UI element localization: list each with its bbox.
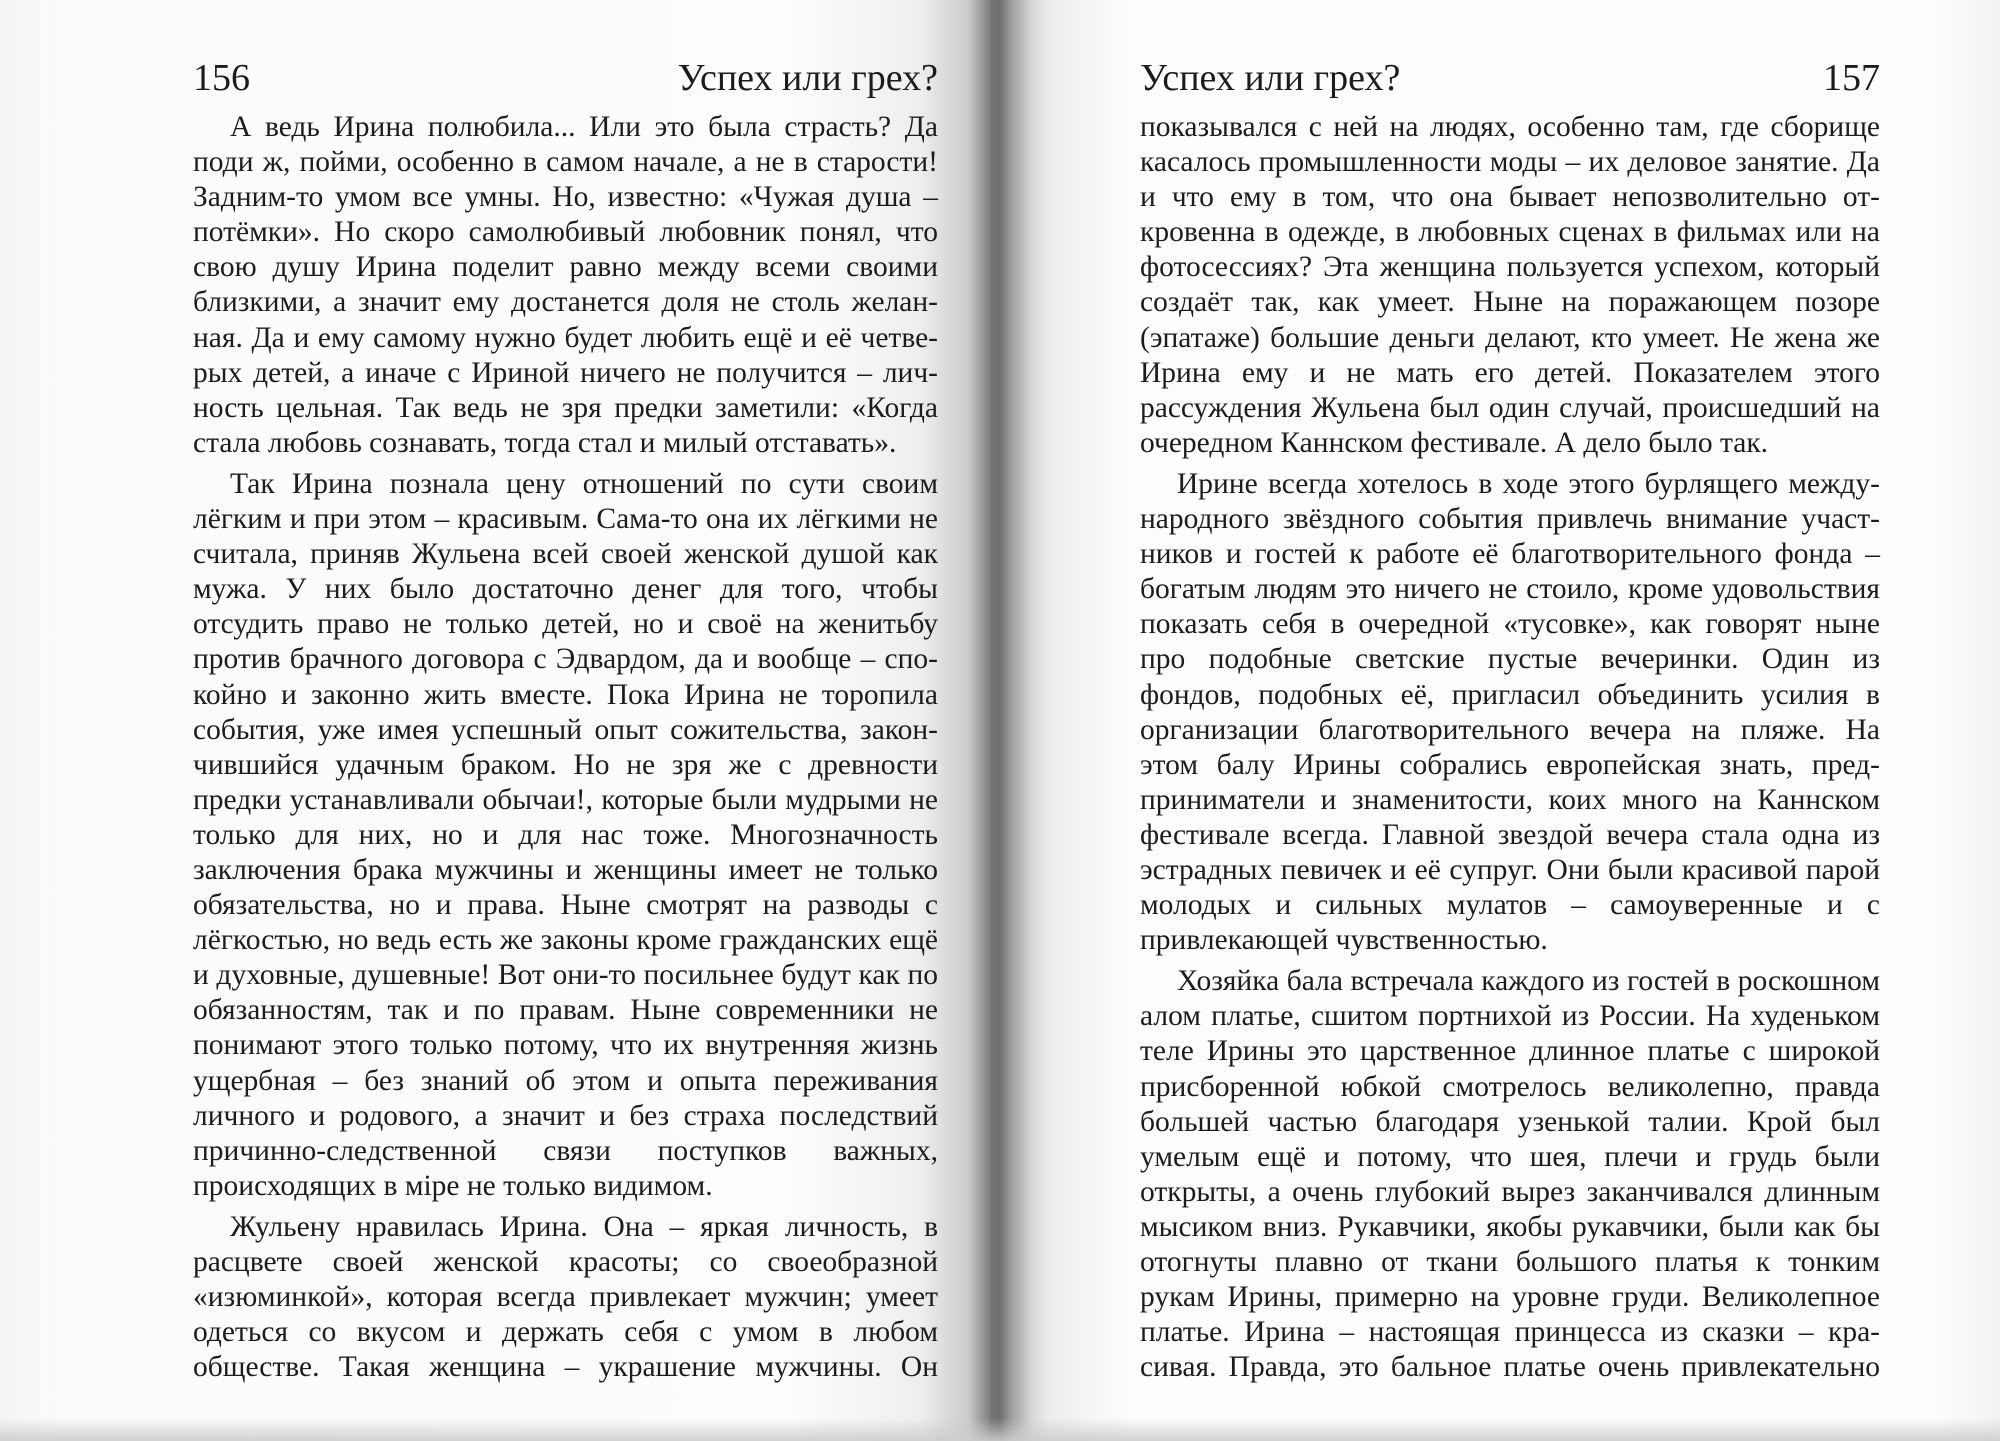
paragraph: Жульену нравилась Ирина. Она – яркая личность, в расцвете своей женской красоты; со своеобразной «изюминкой», которая всегда привлекает мужчин; умеет одеться со вкусом и держать себя с умом в любом обществе. Такая женщина – украшение мужчины. Он	[193, 1210, 938, 1384]
paragraph: Хозяйка бала встречала каждого из гостей в роскошном алом платье, сшитом портнихой из России. На худеньком теле Ирины это царственное длинное платье с широкой присборенной юбкой смотрелось великолепно, правда большей частью благодаря узенькой талии. Крой был умелым ещё и потому, что шея, плечи и грудь были открыты, а очень глубокий вырез заканчивался длинным мысиком вниз. Рукавчики, якобы рукавчики, были как бы отогнуты плавно от ткани большого платья к тонким рукам Ирины, примерно на уровне груди. Великолепное платье. Ирина – настоящая принцесса из сказки – красивая. Правда, это бальное платье очень привлекательно	[1140, 965, 1880, 1384]
right-page	[990, 0, 2000, 1441]
left-page-number: 156	[193, 57, 250, 99]
right-running-title: Успех или грех?	[1140, 57, 1401, 99]
right-page-body	[1140, 110, 1880, 1391]
left-page	[0, 0, 990, 1441]
paragraph: А ведь Ирина полюбила... Или это была страсть? Да поди ж, пойми, особенно в самом начале, а не в старости! Задним-то умом все умны. Но, известно: «Чужая душа – потёмки». Но скоро самолюбивый любовник понял, что свою душу Ирина поделит равно между всеми своими близкими, а значит ему достанется доля не столь желанная. Да и ему самому нужно будет любить ещё и её четверых детей, а иначе с Ириной ничего не получится – личность цельная. Так ведь не зря предки заметили: «Когда стала любовь сознавать, тогда стал и милый отставать».	[193, 111, 938, 459]
right-page-number: 157	[1823, 57, 1880, 99]
paragraph: Ирине всегда хотелось в ходе этого бурлящего международного звёздного события привлечь внимание участников и гостей к работе её благотворительного фонда – богатым людям это ничего не стоило, кроме удовольствия показать себя в очередной «тусовке», как говорят ныне про подобные светские пустые вечеринки. Один из фондов, подобных её, пригласил объединить усилия в организации благотворительного вечера на пляже. На этом балу Ирины собрались европейская знать, предприниматели и знаменитости, коих много на Каннском фестивале всегда. Главной звездой вечера стала одна из эстрадных певичек и её супруг. Они были красивой парой молодых и сильных мулатов – самоуверенные и с привлекающей чувственностью.	[1140, 467, 1880, 957]
right-page-header	[1140, 52, 1880, 104]
left-page-body	[193, 110, 938, 1391]
left-page-header	[193, 52, 938, 104]
paragraph: Так Ирина познала цену отношений по сути своим лёгким и при этом – красивым. Сама-то она их лёгкими не считала, приняв Жульена всей своей женской душой как мужа. У них было достаточно денег для того, чтобы отсудить право не только детей, но и своё на женитьбу против брачного договора с Эдвардом, да и вообще – спокойно и законно жить вместе. Пока Ирина не торопила события, уже имея успешный опыт сожительства, закончившийся удачным браком. Но не зря же с древности предки устанавливали обычаи!, которые были мудрыми не только для них, но и для нас тоже. Многозначность заключения брака мужчины и женщины имеет не только обязательства, но и права. Ныне смотрят на разводы с лёгкостью, но ведь есть же законы кроме гражданских ещё и духовные, душевные! Вот они-то посильнее будут как по обязанностям, так и по правам. Ныне современники не понимают этого только потому, что их внутренняя жизнь ущербная – без знаний об этом и опыта переживания личного и родового, а значит и без страха последствий причинно-следственной связи поступков важных, происходящих в міре не только видимом.	[193, 467, 938, 1202]
left-running-title: Успех или грех?	[677, 57, 938, 99]
paragraph: показывался с ней на людях, особенно там, где сборище касалось промышленности моды – их деловое занятие. Да и что ему в том, что она бывает непозволительно откровенна в одежде, в любовных сценах в фильмах или на фотосессиях? Эта женщина пользуется успехом, который создаёт так, как умеет. Ныне на поражающем позоре (эпатаже) большие деньги делают, кто умеет. Не жена же Ирина ему и не мать его детей. Показателем этого рассуждения Жульена был один случай, происшедший на очередном Каннском фестивале. А дело было так.	[1140, 111, 1880, 459]
